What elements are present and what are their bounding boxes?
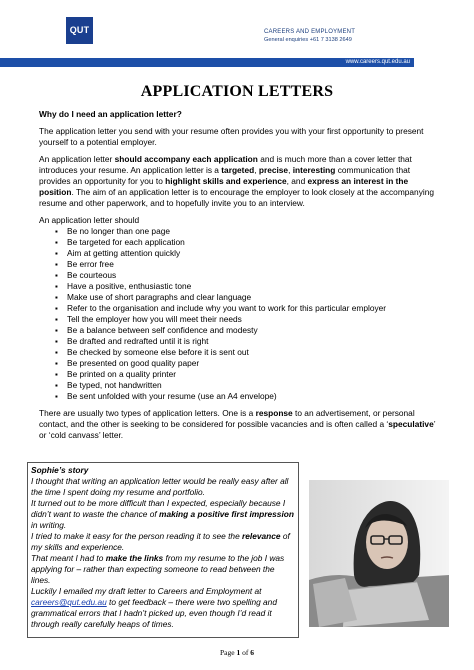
main-content <box>39 109 439 441</box>
story-title: Sophie’s story <box>31 465 89 475</box>
list-item: ▪ Be typed, not handwritten <box>39 380 439 391</box>
story-line: I tried to make it easy for the person reading it to see the relevance of my skills and experience. <box>31 531 290 552</box>
list-item: ▪ Have a positive, enthusiastic tone <box>39 281 439 292</box>
careers-email-link[interactable]: careers@qut.edu.au <box>31 597 107 607</box>
qut-logo: QUT <box>66 17 93 44</box>
list-item: ▪ Refer to the organisation and include why you want to work for this particular employer <box>39 303 439 314</box>
story-line: Luckily I emailed my draft letter to Careers and Employment at careers@qut.edu.au to get feedback – there were two spelling and grammatical errors that I hadn’t picked up, even though I’d read it through really carefully heaps of times. <box>31 586 277 629</box>
list-item: ▪ Aim at getting attention quickly <box>39 248 439 259</box>
list-item: ▪ Be a balance between self confidence and modesty <box>39 325 439 336</box>
story-line: It turned out to be more difficult than I expected, especially because I didn’t want to waste the chance of making a positive first impression in writing. <box>31 498 294 530</box>
letter-types-paragraph: There are usually two types of application letters. One is a response to an advertisement, or personal contact, and the other is seeking to be considered for possible vacancies and is often called a ‘speculative’ or ‘cold canvass’ letter. <box>39 408 436 440</box>
list-item: ▪ Be targeted for each application <box>39 237 439 248</box>
woman-at-laptop-photo <box>309 480 449 627</box>
list-item: ▪ Be drafted and redrafted until it is right <box>39 336 439 347</box>
story-box <box>27 462 299 638</box>
section-question: Why do I need an application letter? <box>39 109 182 119</box>
page-title: APPLICATION LETTERS <box>140 83 334 100</box>
list-item: ▪ Be presented on good quality paper <box>39 358 439 369</box>
story-line: I thought that writing an application letter would be really easy after all the time I spent doing my resume and portfolio. <box>31 476 289 497</box>
page-footer: Page 1 of 6 <box>220 648 254 657</box>
list-item: ▪ Be error free <box>39 259 439 270</box>
list-item: ▪ Be printed on a quality printer <box>39 369 439 380</box>
list-item: ▪ Make use of short paragraphs and clear language <box>39 292 439 303</box>
enquiries-text: General enquiries +61 7 3138 2649 <box>264 37 352 43</box>
intro-paragraph: The application letter you send with your resume often provides you with your first opportunity to present yourself to a potential employer. <box>39 126 424 147</box>
story-line: That meant I had to make the links from my resume to the job I was applying for – rather than expecting someone to read between the lines. <box>31 553 285 585</box>
list-item: ▪ Be checked by someone else before it is sent out <box>39 347 439 358</box>
list-item: ▪ Be sent unfolded with your resume (use an A4 envelope) <box>39 391 439 402</box>
list-item: ▪ Be courteous <box>39 270 439 281</box>
purpose-paragraph: An application letter should accompany each application and is much more than a cover letter that introduces your resume. An application letter is a targeted, precise, interesting communication that provides an opportunity for you to highlight skills and experience, and express an interest in the position. The aim of an application letter is to encourage the employer to look closely at the accompanying resume and other paperwork, and to hopefully invite you to an interview. <box>39 154 434 208</box>
requirements-list <box>39 226 439 402</box>
website-link[interactable]: www.careers.qut.edu.au <box>345 59 410 65</box>
list-item: ▪ Tell the employer how you will meet their needs <box>39 314 439 325</box>
header-bar <box>0 58 414 67</box>
list-intro: An application letter should <box>39 215 140 225</box>
list-item: ▪ Be no longer than one page <box>39 226 439 237</box>
department-name: CAREERS AND EMPLOYMENT <box>264 29 356 35</box>
header-contact <box>264 28 414 44</box>
